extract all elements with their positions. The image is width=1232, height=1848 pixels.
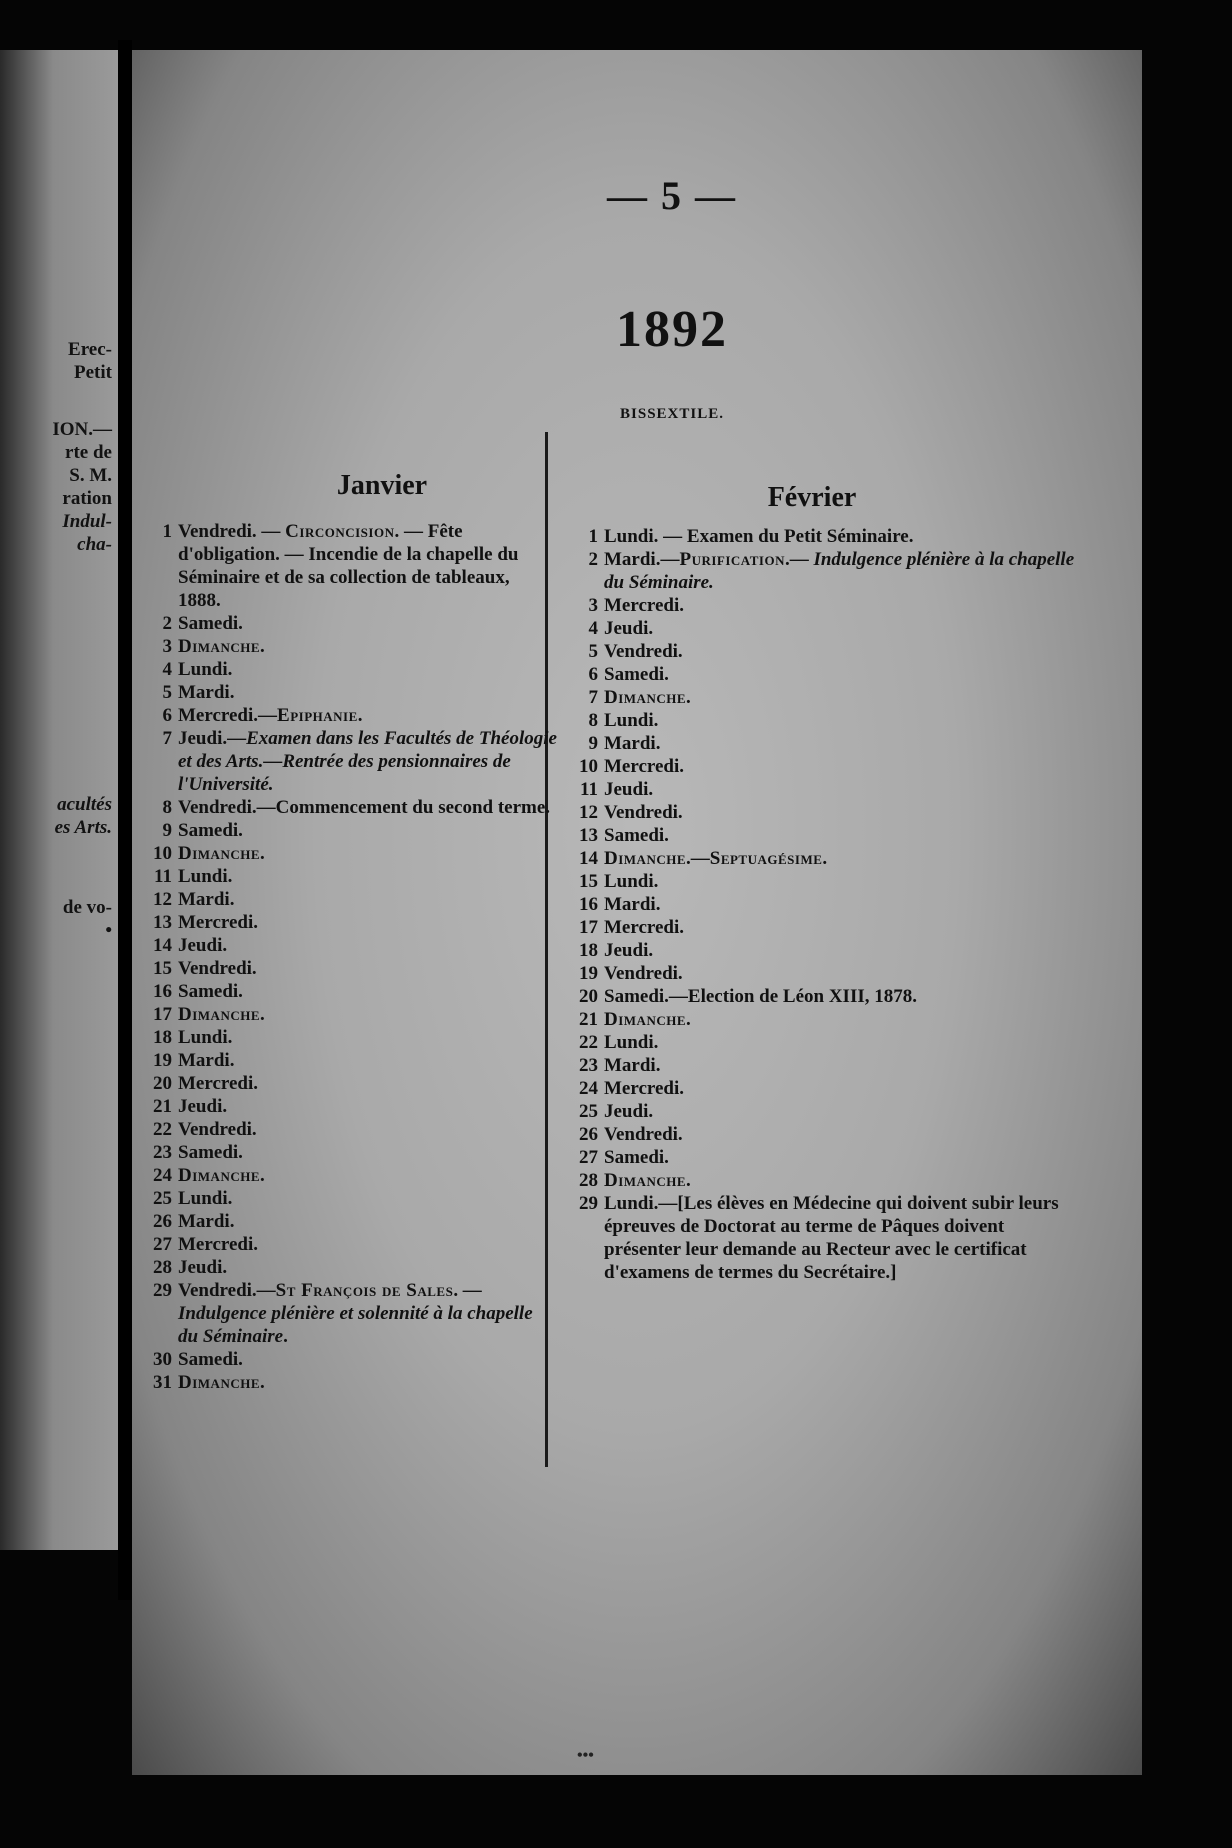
day-text-segment: . <box>686 1170 691 1191</box>
day-text <box>178 1371 557 1394</box>
day-number: 4 <box>162 659 172 680</box>
day-text <box>604 1008 1082 1031</box>
calendar-entry <box>132 888 557 911</box>
day-number: 21 <box>579 1009 598 1030</box>
day-text-segment: . <box>260 1165 265 1186</box>
calendar-entry <box>552 801 1082 824</box>
day-text-segment: Vendredi.— <box>178 1280 276 1301</box>
facing-page-fragment <box>0 50 118 1550</box>
calendar-entry <box>552 985 1082 1008</box>
day-text-segment: Mercredi. <box>604 756 685 777</box>
day-text <box>178 727 557 796</box>
facing-page-text: rte de <box>65 442 112 463</box>
day-number: 1 <box>162 521 172 542</box>
calendar-entry <box>552 709 1082 732</box>
day-text-segment: Circoncision <box>285 521 395 542</box>
day-number: 6 <box>162 705 172 726</box>
calendar-entry <box>552 525 1082 548</box>
facing-page-text: ION.— <box>52 419 112 440</box>
day-text-segment: Jeudi. <box>178 1096 228 1117</box>
day-text-segment: .— <box>686 848 710 869</box>
year-title: 1892 <box>616 301 728 358</box>
day-text-segment: Lundi. — Examen du Petit Séminaire. <box>604 526 914 547</box>
calendar-entry <box>132 1164 557 1187</box>
day-text <box>604 548 1082 594</box>
day-text <box>178 704 557 727</box>
day-number: 6 <box>588 664 598 685</box>
day-number: 10 <box>579 756 598 777</box>
day-number: 4 <box>588 618 598 639</box>
calendar-entry <box>552 1146 1082 1169</box>
day-text <box>178 1072 557 1095</box>
day-text-segment: Vendredi.—Commencement du second terme. <box>178 797 551 818</box>
facing-page-text: de vo- <box>62 897 112 918</box>
calendar-entry <box>132 1187 557 1210</box>
day-text-segment: Dimanche <box>604 1170 686 1191</box>
day-number: 25 <box>579 1101 598 1122</box>
calendar-entry <box>552 893 1082 916</box>
calendar-entry <box>132 796 557 819</box>
day-text-segment: Lundi. <box>604 1032 659 1053</box>
day-text <box>604 709 1082 732</box>
day-text-segment: Epiphanie <box>277 705 358 726</box>
calendar-entry <box>552 1169 1082 1192</box>
day-text-segment: Vendredi. <box>604 1124 683 1145</box>
day-text-segment: Mercredi. <box>178 1073 259 1094</box>
calendar-entry <box>552 939 1082 962</box>
janvier-entries <box>132 520 557 1394</box>
day-text <box>178 520 557 612</box>
day-text-segment: Septuagésime <box>709 848 823 869</box>
day-number: 2 <box>162 613 172 634</box>
day-number: 22 <box>579 1032 598 1053</box>
day-text-segment: Vendredi. — <box>178 521 286 542</box>
day-text <box>178 865 557 888</box>
day-text-segment: Jeudi. <box>604 618 654 639</box>
day-text <box>178 1003 557 1026</box>
calendar-entry <box>132 911 557 934</box>
calendar-entry <box>552 870 1082 893</box>
day-text <box>178 681 557 704</box>
facing-page-text: es Arts. <box>54 817 112 838</box>
day-number: 16 <box>579 894 598 915</box>
day-number: 8 <box>162 797 172 818</box>
day-number: 3 <box>588 595 598 616</box>
calendar-entry <box>132 819 557 842</box>
page-number: — 5 — <box>607 173 737 218</box>
calendar-entry <box>132 520 557 612</box>
day-text <box>178 658 557 681</box>
day-text-segment: Mercredi. <box>604 595 685 616</box>
day-text-segment: St François de Sales <box>275 1280 454 1301</box>
day-text <box>604 663 1082 686</box>
calendar-entry <box>132 612 557 635</box>
day-text-segment: Jeudi. <box>604 1101 654 1122</box>
day-text-segment: Dimanche <box>178 1372 260 1393</box>
day-text <box>178 934 557 957</box>
day-text-segment: Jeudi. <box>178 1257 228 1278</box>
day-text <box>178 1210 557 1233</box>
day-number: 15 <box>579 871 598 892</box>
day-number: 27 <box>153 1234 172 1255</box>
facing-page-text: cha- <box>77 534 112 555</box>
calendar-entry <box>132 658 557 681</box>
day-text-segment: Vendredi. <box>604 641 683 662</box>
day-text-segment: Vendredi. <box>604 963 683 984</box>
day-text-segment: Dimanche <box>604 1009 686 1030</box>
day-text-segment: Purification <box>679 549 785 570</box>
calendar-entry <box>132 980 557 1003</box>
facing-page-text: Indul- <box>62 511 112 532</box>
day-text <box>604 985 1082 1008</box>
day-text-segment: . <box>357 705 363 726</box>
calendar-entry <box>552 1100 1082 1123</box>
calendar-entry <box>552 663 1082 686</box>
day-number: 27 <box>579 1147 598 1168</box>
day-text <box>178 1141 557 1164</box>
day-text-segment: Mercredi. <box>178 1234 259 1255</box>
day-text <box>604 893 1082 916</box>
day-text <box>178 796 557 819</box>
month-heading-fevrier: Février <box>767 482 857 513</box>
calendar-entry <box>552 594 1082 617</box>
calendar-entry <box>552 755 1082 778</box>
day-text-segment: Jeudi. <box>604 940 654 961</box>
book-gutter <box>118 40 132 1600</box>
day-number: 31 <box>153 1372 172 1393</box>
day-number: 18 <box>579 940 598 961</box>
facing-page-text: acultés <box>57 794 112 815</box>
calendar-entry <box>552 1008 1082 1031</box>
day-number: 19 <box>153 1050 172 1071</box>
calendar-entry <box>552 824 1082 847</box>
calendar-entry <box>552 1054 1082 1077</box>
calendar-entry <box>552 778 1082 801</box>
fevrier-entries <box>552 525 1082 1284</box>
day-number: 29 <box>579 1193 598 1214</box>
calendar-entry <box>132 1026 557 1049</box>
day-text-segment: Mardi. <box>604 894 661 915</box>
day-text-segment: Samedi. <box>178 613 243 634</box>
day-text-segment: Samedi. <box>178 820 243 841</box>
day-text <box>604 916 1082 939</box>
day-text-segment: Dimanche <box>604 687 686 708</box>
calendar-entry <box>552 732 1082 755</box>
day-number: 14 <box>579 848 598 869</box>
almanac-page <box>132 50 1142 1775</box>
facing-page-text: • <box>105 920 112 941</box>
day-text-segment: Mardi. <box>178 1050 235 1071</box>
day-number: 18 <box>153 1027 172 1048</box>
day-text-segment: Vendredi. <box>178 958 257 979</box>
calendar-entry <box>552 1031 1082 1054</box>
day-number: 13 <box>153 912 172 933</box>
day-text <box>178 1164 557 1187</box>
day-number: 2 <box>588 549 598 570</box>
day-text-segment: Examen dans les Facultés de Théologie et des Arts.—Rentrée des pensionnaires de l'Université. <box>178 728 557 795</box>
day-text-segment: Mardi. <box>604 1055 661 1076</box>
day-number: 26 <box>153 1211 172 1232</box>
calendar-entry <box>552 962 1082 985</box>
calendar-entry <box>552 1192 1082 1284</box>
day-number: 5 <box>588 641 598 662</box>
calendar-entry <box>552 916 1082 939</box>
day-text <box>178 842 557 865</box>
day-text <box>604 1146 1082 1169</box>
day-text-segment: Lundi. <box>178 1188 233 1209</box>
day-number: 23 <box>153 1142 172 1163</box>
day-text <box>604 617 1082 640</box>
day-text-segment: Samedi. <box>178 981 243 1002</box>
day-text-segment: .— <box>784 549 814 570</box>
day-text <box>604 525 1082 548</box>
day-text-segment: Dimanche <box>178 843 260 864</box>
facing-page-text: S. M. <box>69 465 112 486</box>
day-text <box>604 1054 1082 1077</box>
day-text <box>178 819 557 842</box>
day-text <box>604 640 1082 663</box>
day-text <box>178 612 557 635</box>
day-text-segment: Samedi. <box>178 1349 243 1370</box>
day-text-segment: . <box>260 1372 265 1393</box>
day-text-segment: Vendredi. <box>178 1119 257 1140</box>
day-text-segment: Samedi. <box>178 1142 243 1163</box>
day-number: 29 <box>153 1280 172 1301</box>
day-text-segment: Lundi. <box>178 866 233 887</box>
day-number: 17 <box>579 917 598 938</box>
day-text-segment: . <box>686 1009 691 1030</box>
month-heading-janvier: Janvier <box>336 470 428 501</box>
day-text-segment: Dimanche <box>178 1004 260 1025</box>
day-text-segment: Mardi. <box>178 889 235 910</box>
calendar-entry <box>132 635 557 658</box>
calendar-entry <box>552 548 1082 594</box>
day-text <box>178 957 557 980</box>
day-text-segment: Dimanche <box>178 1165 260 1186</box>
calendar-entry <box>132 1348 557 1371</box>
calendar-entry <box>132 681 557 704</box>
day-number: 26 <box>579 1124 598 1145</box>
day-text <box>604 1031 1082 1054</box>
day-text <box>604 594 1082 617</box>
calendar-entry <box>132 1279 557 1348</box>
day-text-segment: . <box>260 843 265 864</box>
day-text <box>604 686 1082 709</box>
day-number: 9 <box>588 733 598 754</box>
day-text <box>604 847 1082 870</box>
calendar-entry <box>552 847 1082 870</box>
day-text-segment: Mardi. <box>178 1211 235 1232</box>
calendar-entry <box>132 1210 557 1233</box>
day-text-segment: —Indulgence plénière et solennité à la chapelle du Séminaire <box>178 1280 533 1347</box>
day-text <box>604 1077 1082 1100</box>
day-number: 28 <box>153 1257 172 1278</box>
day-number: 9 <box>162 820 172 841</box>
bottom-mark: ••• <box>577 1747 594 1764</box>
day-number: 21 <box>153 1096 172 1117</box>
day-text-segment: . <box>260 636 265 657</box>
day-number: 25 <box>153 1188 172 1209</box>
day-text-segment: . <box>453 1280 463 1301</box>
day-number: 28 <box>579 1170 598 1191</box>
day-text <box>604 962 1082 985</box>
day-text <box>178 1187 557 1210</box>
day-number: 13 <box>579 825 598 846</box>
calendar-entry <box>132 1256 557 1279</box>
day-text <box>178 1049 557 1072</box>
day-text <box>178 1095 557 1118</box>
calendar-entry <box>132 1072 557 1095</box>
day-text <box>178 635 557 658</box>
day-text <box>178 911 557 934</box>
calendar-entry <box>132 934 557 957</box>
day-number: 20 <box>153 1073 172 1094</box>
day-text <box>178 1279 557 1348</box>
day-number: 24 <box>153 1165 172 1186</box>
day-text-segment: . <box>260 1004 265 1025</box>
day-number: 22 <box>153 1119 172 1140</box>
day-text-segment: Mercredi. <box>178 912 259 933</box>
day-number: 16 <box>153 981 172 1002</box>
day-text-segment: Lundi. <box>178 659 233 680</box>
day-number: 20 <box>579 986 598 1007</box>
day-text-segment: Jeudi.— <box>178 728 247 749</box>
calendar-entry <box>132 1141 557 1164</box>
calendar-entry <box>132 1049 557 1072</box>
day-text-segment: Mardi. <box>178 682 235 703</box>
day-text <box>604 801 1082 824</box>
calendar-entry <box>132 842 557 865</box>
day-text-segment: Lundi.—[Les élèves en Médecine qui doivent subir leurs épreuves de Doctorat au terme de Pâques doivent présenter leur demande au Recteur avec le certificat d'examens de termes du Secrétaire.] <box>604 1193 1059 1283</box>
day-text <box>604 1192 1082 1284</box>
day-number: 1 <box>588 526 598 547</box>
day-text-segment: . <box>283 1326 288 1347</box>
day-text <box>178 1026 557 1049</box>
day-text-segment: Jeudi. <box>178 935 228 956</box>
day-text <box>604 1100 1082 1123</box>
day-number: 23 <box>579 1055 598 1076</box>
day-text-segment: Mercredi. <box>604 917 685 938</box>
day-text <box>178 980 557 1003</box>
calendar-entry <box>552 686 1082 709</box>
calendar-entry <box>132 957 557 980</box>
day-text <box>178 1256 557 1279</box>
day-text <box>604 1169 1082 1192</box>
day-number: 11 <box>580 779 598 800</box>
day-text-segment: Samedi. <box>604 664 669 685</box>
day-text <box>178 1233 557 1256</box>
calendar-entry <box>132 1233 557 1256</box>
day-number: 24 <box>579 1078 598 1099</box>
day-text-segment: Vendredi. <box>604 802 683 823</box>
day-number: 12 <box>579 802 598 823</box>
day-number: 17 <box>153 1004 172 1025</box>
day-text <box>178 1118 557 1141</box>
calendar-entry <box>552 617 1082 640</box>
day-text-segment: Dimanche <box>178 636 260 657</box>
day-text-segment: Jeudi. <box>604 779 654 800</box>
day-text <box>604 732 1082 755</box>
day-text-segment: Mardi.— <box>604 549 680 570</box>
day-text <box>178 888 557 911</box>
day-number: 8 <box>588 710 598 731</box>
leap-year-subtitle: BISSEXTILE. <box>620 406 724 422</box>
calendar-entry <box>132 865 557 888</box>
day-text-segment: . — Fête d'obligation. — Incendie de la chapelle du Séminaire et de sa collection de tableaux, 1888. <box>178 521 519 611</box>
day-text <box>178 1348 557 1371</box>
day-number: 30 <box>153 1349 172 1370</box>
calendar-entry <box>552 1077 1082 1100</box>
calendar-entry <box>132 727 557 796</box>
day-number: 3 <box>162 636 172 657</box>
day-text <box>604 1123 1082 1146</box>
day-text-segment: . <box>686 687 691 708</box>
day-text-segment: Lundi. <box>604 710 659 731</box>
day-text-segment: Mercredi.— <box>178 705 278 726</box>
calendar-entry <box>552 1123 1082 1146</box>
day-text <box>604 755 1082 778</box>
day-text-segment: Samedi. <box>604 825 669 846</box>
day-number: 19 <box>579 963 598 984</box>
day-text-segment: Samedi. <box>604 1147 669 1168</box>
day-text-segment: Lundi. <box>604 871 659 892</box>
day-number: 5 <box>162 682 172 703</box>
day-number: 10 <box>153 843 172 864</box>
day-text <box>604 824 1082 847</box>
calendar-entry <box>132 1003 557 1026</box>
facing-page-text: Petit <box>74 362 112 383</box>
day-number: 12 <box>153 889 172 910</box>
day-text-segment: Lundi. <box>178 1027 233 1048</box>
day-text-segment: . <box>822 848 828 869</box>
facing-page-text: Erec- <box>68 339 112 360</box>
facing-page-text: ration <box>62 488 112 509</box>
calendar-entry <box>552 640 1082 663</box>
calendar-entry <box>132 1371 557 1394</box>
day-number: 7 <box>588 687 598 708</box>
calendar-entry <box>132 1118 557 1141</box>
day-number: 14 <box>153 935 172 956</box>
day-text-segment: Mercredi. <box>604 1078 685 1099</box>
day-text <box>604 778 1082 801</box>
day-text-segment: Dimanche <box>604 848 686 869</box>
day-number: 7 <box>162 728 172 749</box>
day-text-segment: Samedi.—Election de Léon XIII, 1878. <box>604 986 917 1007</box>
calendar-entry <box>132 704 557 727</box>
day-number: 11 <box>154 866 172 887</box>
day-text-segment: Indulgence plénière à la chapelle du Séminaire. <box>604 549 1075 593</box>
day-text <box>604 939 1082 962</box>
day-number: 15 <box>153 958 172 979</box>
day-text-segment: Mardi. <box>604 733 661 754</box>
calendar-entry <box>132 1095 557 1118</box>
day-text <box>604 870 1082 893</box>
